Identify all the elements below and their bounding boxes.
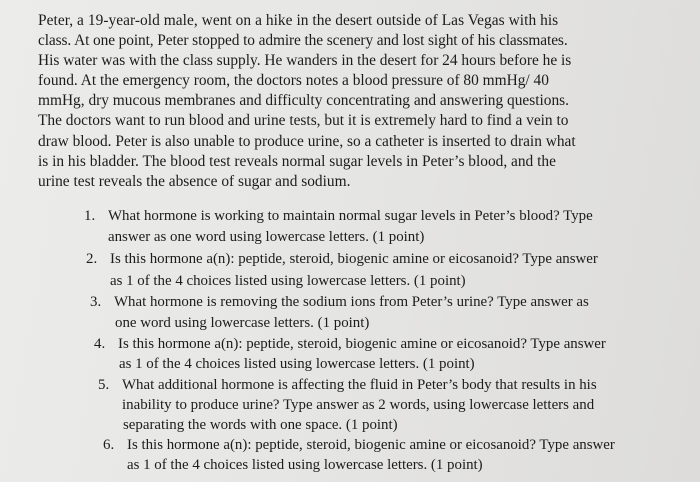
- paragraph-line: found. At the emergency room, the doctors notes a blood pressure of 80 mmHg/ 40: [38, 72, 549, 90]
- case-paragraph: [38, 11, 678, 192]
- paragraph-line: draw blood. Peter is also unable to produce urine, so a catheter is inserted to drain what: [38, 132, 576, 150]
- question-1-continuation: answer as one word using lowercase letters. (1 point): [108, 229, 425, 245]
- question-2-continuation: as 1 of the 4 choices listed using lowercase letters. (1 point): [110, 273, 466, 289]
- question-4-continuation: as 1 of the 4 choices listed using lowercase letters. (1 point): [119, 356, 475, 372]
- paragraph-line: His water was with the class supply. He wanders in the desert for 24 hours before he is: [38, 52, 572, 70]
- question-3: [90, 294, 589, 311]
- question-number: 2.: [86, 251, 98, 267]
- question-number: 5.: [98, 377, 110, 393]
- question-number: 6.: [103, 437, 115, 453]
- question-text: What additional hormone is affecting the fluid in Peter’s body that results in his: [122, 377, 597, 393]
- question-number: 3.: [90, 294, 102, 310]
- question-5-continuation: inability to produce urine? Type answer as 2 words, using lowercase letters and: [122, 397, 595, 413]
- question-number: 1.: [84, 208, 96, 224]
- question-text: What hormone is working to maintain normal sugar levels in Peter’s blood? Type: [108, 208, 593, 224]
- question-1: [84, 208, 593, 225]
- question-6-continuation: as 1 of the 4 choices listed using lowercase letters. (1 point): [127, 457, 483, 473]
- question-4: [94, 336, 606, 353]
- question-text: What hormone is removing the sodium ions from Peter’s urine? Type answer as: [114, 294, 589, 310]
- question-text: Is this hormone a(n): peptide, steroid, biogenic amine or eicosanoid? Type answer: [127, 437, 615, 453]
- question-text: Is this hormone a(n): peptide, steroid, biogenic amine or eicosanoid? Type answer: [118, 336, 606, 352]
- question-5: [98, 377, 597, 394]
- question-6: [103, 437, 615, 454]
- question-number: 4.: [94, 336, 106, 352]
- paragraph-line: The doctors want to run blood and urine tests, but it is extremely hard to find a vein to: [38, 112, 569, 130]
- question-text: Is this hormone a(n): peptide, steroid, biogenic amine or eicosanoid? Type answer: [110, 251, 598, 267]
- paragraph-line: class. At one point, Peter stopped to admire the scenery and lost sight of his classmates.: [38, 32, 568, 50]
- question-5-continuation: separating the words with one space. (1 point): [123, 417, 398, 433]
- question-3-continuation: one word using lowercase letters. (1 point): [115, 315, 370, 331]
- paragraph-line: Peter, a 19-year-old male, went on a hike in the desert outside of Las Vegas with his: [38, 12, 559, 29]
- question-2: [86, 251, 598, 268]
- paragraph-line: urine test reveals the absence of sugar and sodium.: [38, 172, 351, 190]
- paragraph-line: is in his bladder. The blood test reveals normal sugar levels in Peter’s blood, and the: [38, 152, 556, 170]
- paragraph-line: mmHg, dry mucous membranes and difficulty concentrating and answering questions.: [38, 92, 569, 110]
